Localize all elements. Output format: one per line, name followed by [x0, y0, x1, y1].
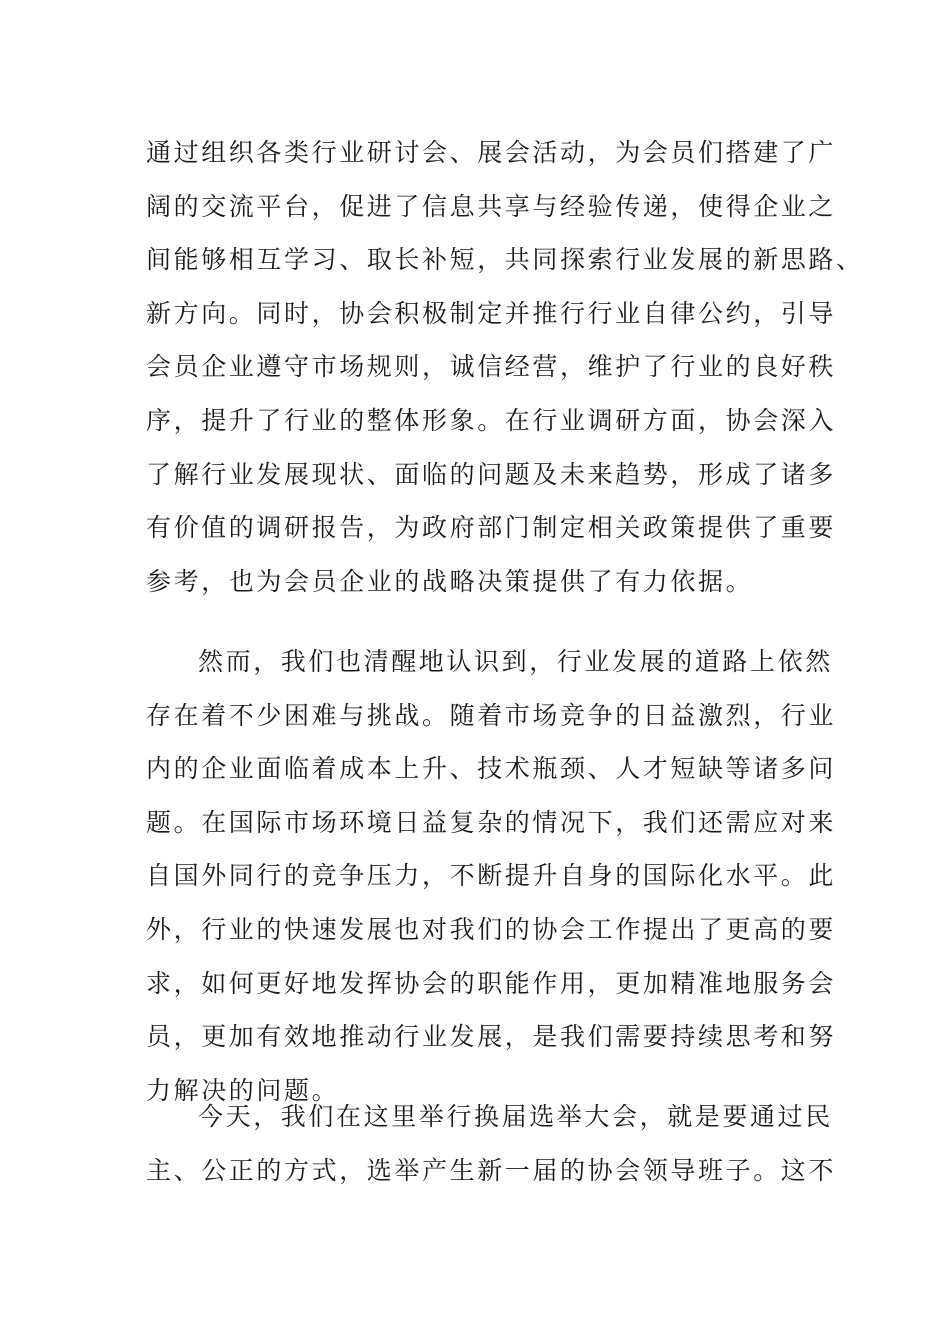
text-line: 主、公正的方式，选举产生新一届的协会领导班子。这不	[146, 1155, 837, 1185]
text-line: 了解行业发展现状、面临的问题及未来趋势，形成了诸多	[146, 459, 837, 489]
text-line: 外，行业的快速发展也对我们的协会工作提出了更高的要	[146, 914, 837, 944]
text-line: 会员企业遵守市场规则，诚信经营，维护了行业的良好秩	[146, 352, 837, 382]
text-line: 阔的交流平台，促进了信息共享与经验传递，使得企业之	[146, 191, 837, 221]
text-line: 参考，也为会员企业的战略决策提供了有力依据。	[146, 566, 754, 596]
text-line: 力解决的问题。	[146, 1075, 340, 1105]
text-line: 序，提升了行业的整体形象。在行业调研方面，协会深入	[146, 405, 837, 435]
text-line: 内的企业面临着成本上升、技术瓶颈、人才短缺等诸多问	[146, 754, 837, 784]
text-line: 然而，我们也清醒地认识到，行业发展的道路上依然	[198, 647, 833, 676]
text-line: 有价值的调研报告，为政府部门制定相关政策提供了重要	[146, 513, 837, 543]
text-line: 通过组织各类行业研讨会、展会活动，为会员们搭建了广	[146, 138, 837, 167]
text-line: 员，更加有效地推动行业发展，是我们需要持续思考和努	[146, 1022, 837, 1052]
paragraph-3	[146, 1090, 837, 1197]
text-line: 间能够相互学习、取长补短，共同探索行业发展的新思路、	[146, 245, 864, 275]
text-line: 存在着不少困难与挑战。随着市场竞争的日益激烈，行业	[146, 700, 837, 730]
text-line: 自国外同行的竞争压力，不断提升自身的国际化水平。此	[146, 861, 837, 891]
text-line: 题。在国际市场环境日益复杂的情况下，我们还需应对来	[146, 807, 837, 837]
paragraph-1	[146, 126, 864, 608]
text-line: 新方向。同时，协会积极制定并推行行业自律公约，引导	[146, 298, 837, 328]
text-line: 求，如何更好地发挥协会的职能作用，更加精准地服务会	[146, 968, 837, 998]
text-line: 今天，我们在这里举行换届选举大会，就是要通过民	[198, 1102, 833, 1131]
